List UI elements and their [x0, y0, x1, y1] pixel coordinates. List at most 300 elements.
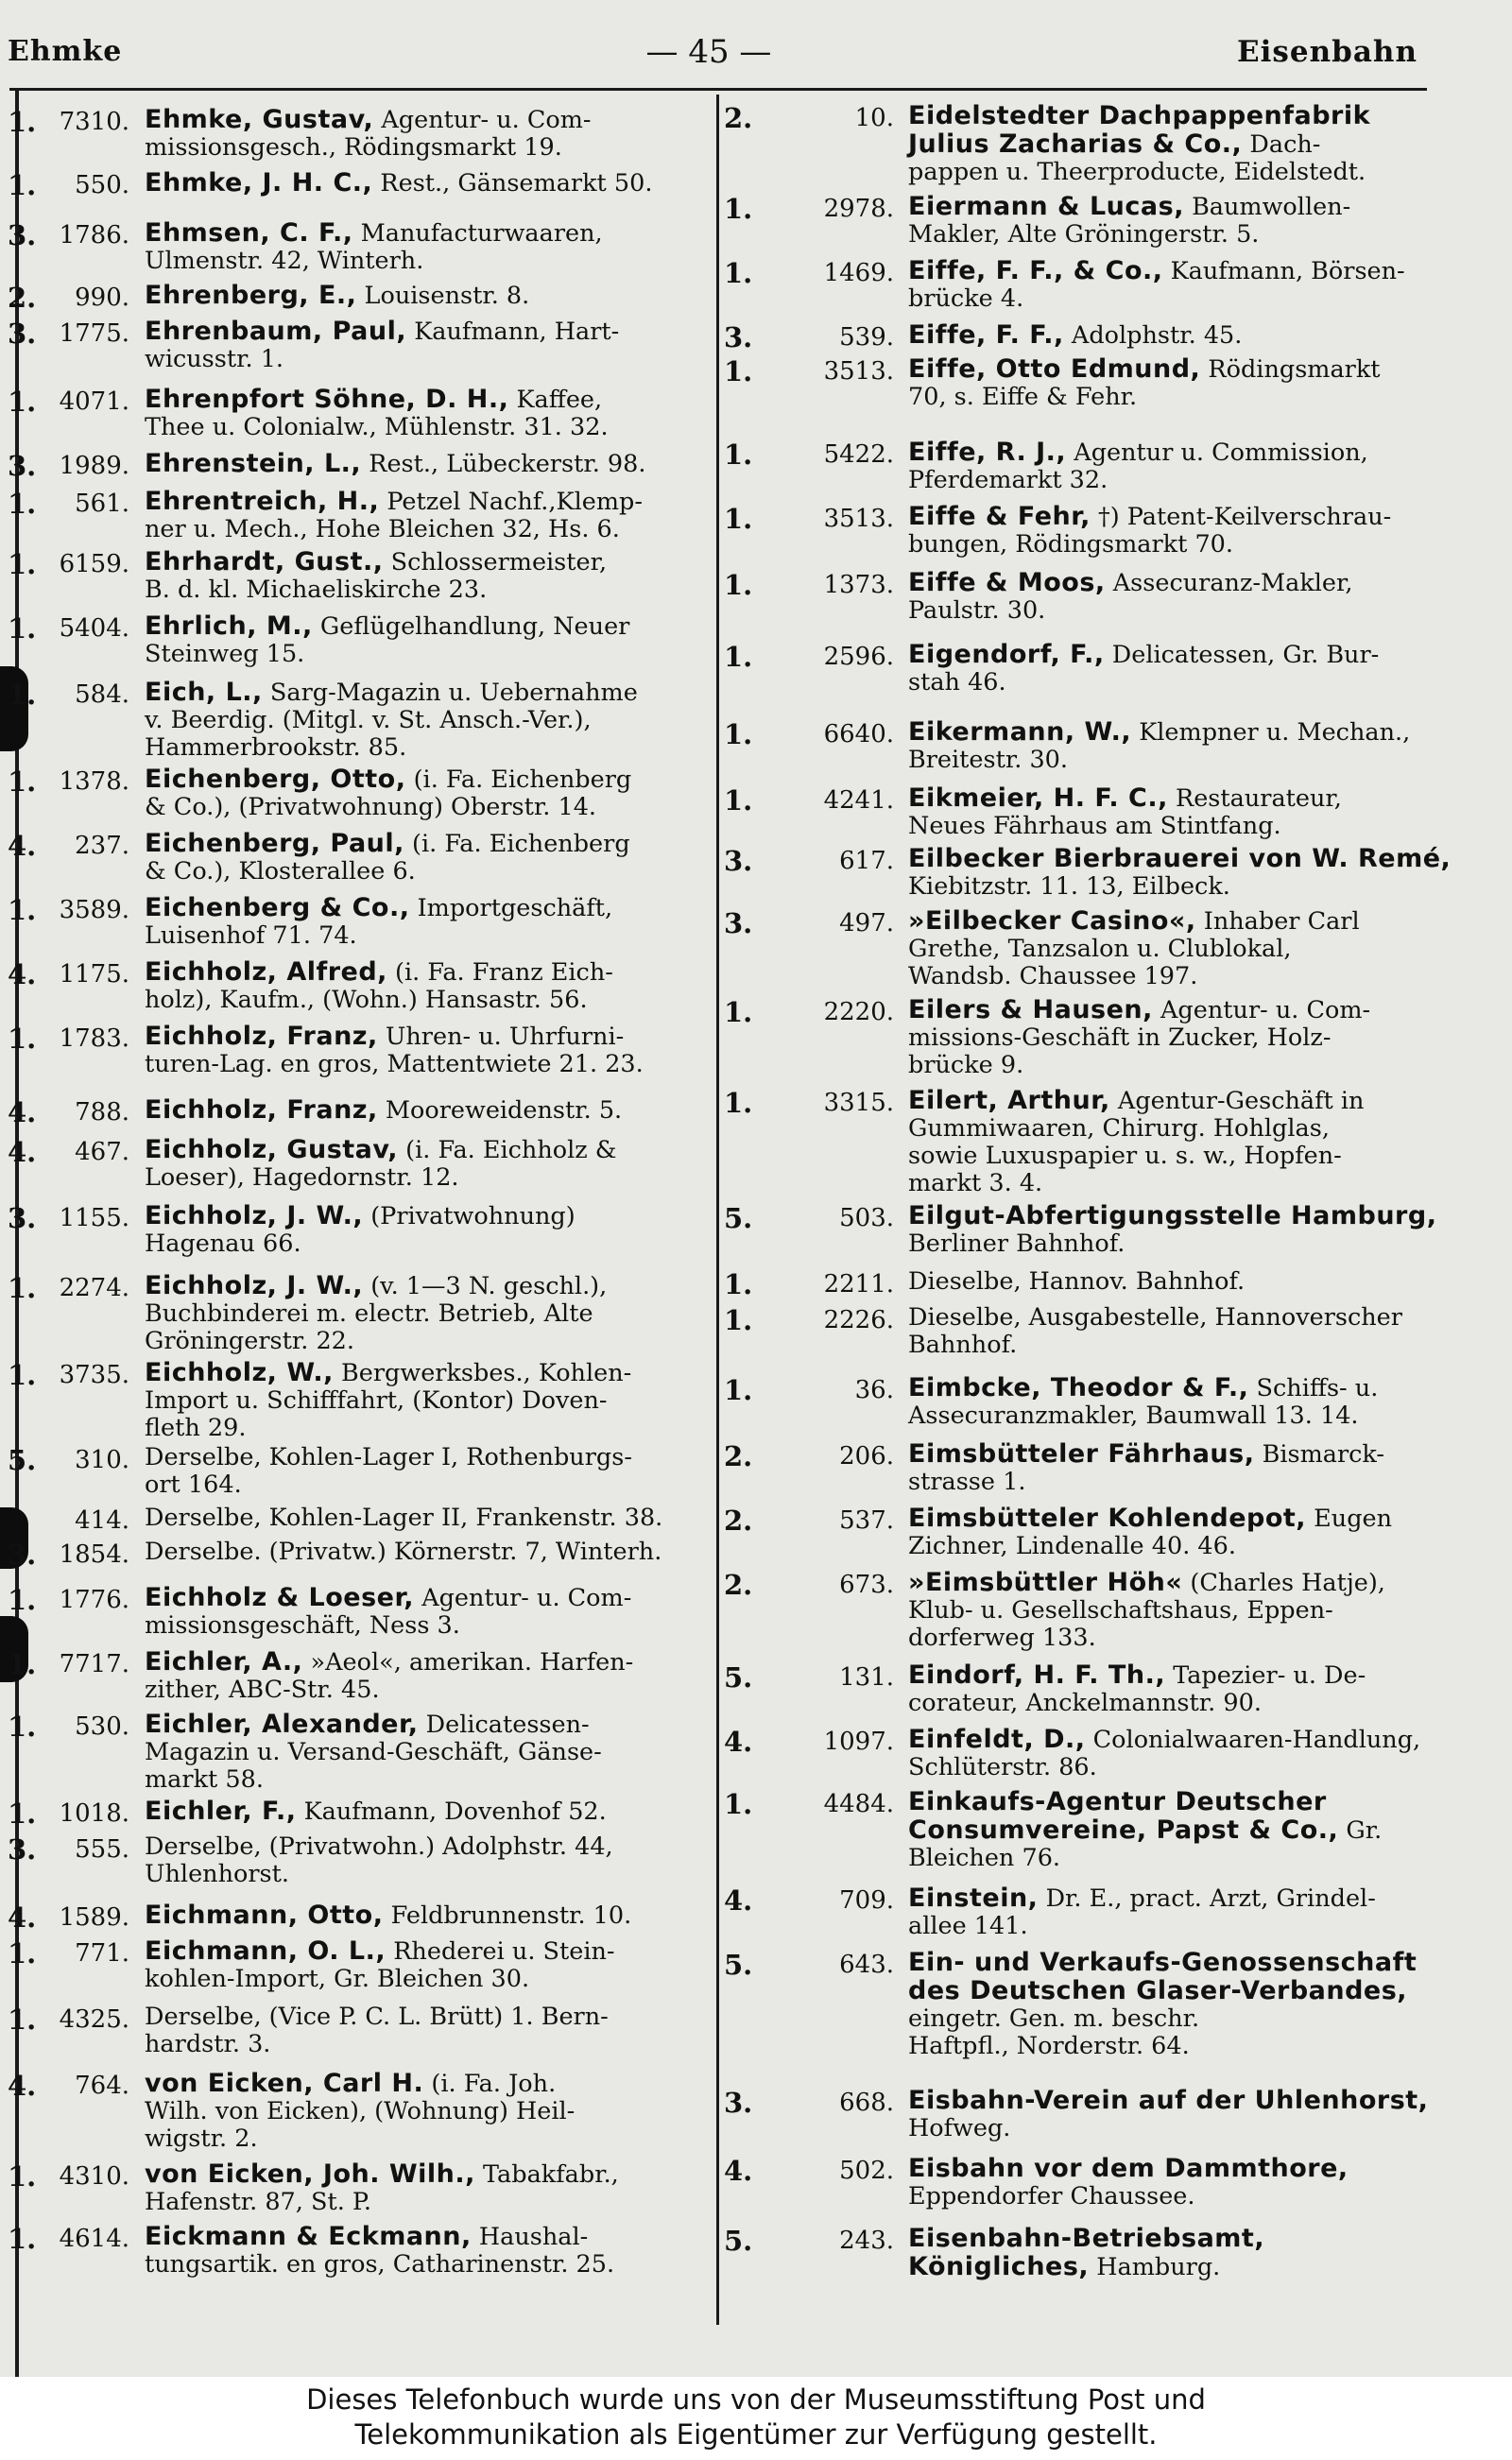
entry-line: Delicatessen, Gr. Bur- [1111, 641, 1380, 669]
phone-number: 1018. [59, 1799, 129, 1828]
entry-line: Haftpfl., Norderstr. 64. [908, 2032, 1190, 2060]
phone-number: 6640. [823, 720, 894, 748]
entry-line: Hafenstr. 87, St. P. [145, 2188, 372, 2216]
subscriber-name: Eichholz, J. W., [145, 1201, 364, 1230]
entry-text [908, 1788, 1452, 1872]
phone-number: 668. [839, 2089, 894, 2117]
entry-line: Kaufmann, Hart- [414, 318, 620, 346]
subscriber-name: Eich, L., [145, 678, 263, 707]
entry-text [908, 1884, 1452, 1940]
subscriber-name: Eilgut-Abfertigungsstelle Hamburg, [908, 1201, 1437, 1230]
phone-number: 584. [75, 680, 129, 709]
phone-number: 2596. [823, 643, 894, 671]
exchange-number: 1. [8, 548, 37, 580]
entry-text [145, 2070, 712, 2153]
subscriber-name: Einkaufs-Agentur Deutscher Consumvereine, Papst & Co., [908, 1787, 1339, 1845]
phone-number: 497. [839, 909, 894, 938]
phone-number: 206. [839, 1442, 894, 1471]
phone-number: 3589. [59, 896, 129, 924]
entry-line: brücke 9. [908, 1051, 1024, 1079]
subscriber-name: Ehrenstein, L., [145, 449, 362, 478]
page-number: — 45 — [645, 33, 772, 71]
entry-line: Schlossermeister, [390, 548, 608, 576]
phone-number: 1775. [59, 319, 129, 348]
subscriber-name: Eisbahn vor dem Dammthore, [908, 2154, 1349, 2183]
exchange-number: 4. [724, 1726, 753, 1758]
entry-line: Berliner Bahnhof. [908, 1230, 1125, 1258]
exchange-number: 3. [724, 907, 753, 939]
phone-number: 555. [75, 1835, 129, 1864]
subscriber-name: Ein- und Verkaufs-Genossenschaft des Deutschen Glaser-Verbandes, [908, 1948, 1418, 2005]
entry-text [908, 784, 1452, 840]
subscriber-name: von Eicken, Joh. Wilh., [145, 2159, 475, 2189]
entry-text [145, 1505, 712, 1532]
entry-line: & Co.), (Privatwohnung) Oberstr. 14. [145, 793, 597, 821]
entry-line: Colonialwaaren-Handlung, [1092, 1726, 1421, 1754]
exchange-number: 1. [8, 1937, 37, 1970]
phone-number: 990. [75, 284, 129, 312]
entry-line: Tapezier- u. De- [1173, 1661, 1366, 1690]
entry-text [145, 958, 712, 1014]
subscriber-name: Eiffe, Otto Edmund, [908, 354, 1201, 384]
entry-line: Haushal- [478, 2223, 589, 2251]
exchange-number: 1. [8, 2160, 37, 2193]
subscriber-name: Eisbahn-Verein auf der Uhlenhorst, [908, 2086, 1429, 2115]
phone-number: 6159. [59, 550, 129, 578]
entry-text [145, 1798, 712, 1826]
phone-number: 4241. [823, 786, 894, 815]
exchange-number: 3. [8, 1833, 37, 1866]
exchange-number: 3. [8, 1539, 37, 1571]
phone-number: 243. [839, 2227, 894, 2255]
entry-line: (i. Fa. Franz Eich- [395, 958, 613, 987]
phone-number: 1155. [59, 1204, 129, 1232]
exchange-number: 4. [8, 1096, 37, 1128]
entry-text [145, 219, 712, 275]
entry-text [908, 2087, 1452, 2142]
entry-line: Dieselbe, Ausgabestelle, Hannoverscher [908, 1303, 1402, 1332]
exchange-number: 1. [724, 641, 753, 673]
phone-number: 7717. [59, 1650, 129, 1678]
entry-line: (v. 1—3 N. geschl.), [370, 1272, 608, 1300]
entry-line: Kaffee, [516, 386, 603, 414]
entry-line: Uhren- u. Uhrfurni- [385, 1023, 625, 1051]
subscriber-name: Eimsbütteler Fährhaus, [908, 1439, 1255, 1469]
entry-line: zither, ABC-Str. 45. [145, 1676, 380, 1704]
entry-line: Dach- [1249, 130, 1321, 159]
exchange-number: 1. [8, 766, 37, 798]
entry-line: Hamburg. [1096, 2253, 1221, 2281]
entry-text [145, 612, 712, 668]
entry-line: sowie Luxuspapier u. s. w., Hopfen- [908, 1142, 1342, 1170]
phone-number: 4484. [823, 1790, 894, 1818]
entry-line: Importgeschäft, [417, 894, 613, 922]
entry-line: Dieselbe, Hannov. Bahnhof. [908, 1267, 1246, 1296]
entry-line: Thee u. Colonialw., Mühlenstr. 31. 32. [145, 413, 609, 441]
footer [0, 2377, 1512, 2460]
subscriber-name: Eigendorf, F., [908, 640, 1105, 669]
footer-line-1: Dieses Telefonbuch wurde uns von der Museumsstiftung Post und [306, 2383, 1206, 2416]
entry-text [145, 282, 712, 310]
exchange-number: 1. [8, 1648, 37, 1680]
exchange-number: 2. [8, 282, 37, 314]
entry-line: Agentur-Geschäft in [1117, 1087, 1365, 1115]
entry-line: missionsgeschäft, Ness 3. [145, 1611, 460, 1640]
entry-line: Derselbe, (Privatwohn.) Adolphstr. 44, [145, 1832, 613, 1861]
subscriber-name: Eisenbahn-Betriebsamt, Königliches, [908, 2224, 1265, 2281]
exchange-number: 1. [8, 894, 37, 926]
entry-line: eingetr. Gen. m. beschr. [908, 2004, 1200, 2033]
exchange-number: 3. [724, 845, 753, 877]
entry-line: Louisenstr. 8. [364, 282, 530, 310]
entry-line: holz), Kaufm., (Wohn.) Hansastr. 56. [145, 986, 588, 1014]
phone-number: 310. [75, 1446, 129, 1474]
entry-line: (Privatwohnung) [370, 1202, 576, 1230]
subscriber-name: Eichholz, Franz, [145, 1022, 378, 1051]
subscriber-name: Ehrhardt, Gust., [145, 547, 384, 576]
entry-line: Derselbe. (Privatw.) Körnerstr. 7, Winterh. [145, 1538, 662, 1566]
entry-line: fleth 29. [145, 1414, 247, 1442]
entry-text [908, 718, 1452, 774]
entry-text [145, 1272, 712, 1355]
subscriber-name: Einfeldt, D., [908, 1725, 1086, 1754]
phone-number: 1989. [59, 452, 129, 480]
entry-line: markt 58. [145, 1765, 264, 1794]
entry-line: Buchbinderei m. electr. Betrieb, Alte [145, 1299, 593, 1328]
entry-text [145, 894, 712, 950]
entry-line: corateur, Anckelmannstr. 90. [908, 1689, 1262, 1717]
phone-number: 7310. [59, 108, 129, 136]
exchange-number: 1. [8, 488, 37, 520]
exchange-number: 3. [8, 318, 37, 350]
entry-text [145, 1023, 712, 1078]
phone-number: 10. [854, 104, 894, 132]
entry-text [145, 1359, 712, 1442]
phone-number: 1175. [59, 960, 129, 989]
phone-number: 2978. [823, 195, 894, 223]
entry-line: Zichner, Lindenalle 40. 46. [908, 1532, 1236, 1560]
entry-text [908, 1726, 1452, 1781]
exchange-number: 1. [8, 1711, 37, 1743]
entry-text [145, 2223, 712, 2279]
entry-line: tungsartik. en gros, Catharinenstr. 25. [145, 2250, 615, 2279]
exchange-number: 2. [724, 1440, 753, 1472]
entry-text [908, 2225, 1452, 2281]
entry-line: Derselbe, Kohlen-Lager II, Frankenstr. 38. [145, 1504, 663, 1532]
subscriber-name: Eiffe, F. F., & Co., [908, 256, 1163, 285]
entry-line: strasse 1. [908, 1468, 1026, 1496]
subscriber-name: Eichler, A., [145, 1647, 303, 1677]
entry-text [908, 907, 1452, 990]
entry-line: Import u. Schifffahrt, (Kontor) Doven- [145, 1386, 608, 1415]
exchange-number: 2. [724, 102, 753, 134]
entry-line: Restaurateur, [1176, 784, 1342, 813]
phone-number: 5404. [59, 614, 129, 643]
running-head-left: Ehmke [8, 35, 123, 68]
exchange-number: 5. [724, 2225, 753, 2257]
subscriber-name: Eichholz, W., [145, 1358, 334, 1387]
entry-line: hardstr. 3. [145, 2030, 271, 2058]
entry-text [908, 641, 1452, 697]
entry-text [145, 106, 712, 162]
entry-line: Derselbe, Kohlen-Lager I, Rothenburgs- [145, 1443, 632, 1471]
phone-number: 537. [839, 1506, 894, 1535]
entry-line: Grethe, Tanzsalon u. Clublokal, [908, 935, 1292, 963]
exchange-number: 1. [8, 169, 37, 201]
entry-line: Schlüterstr. 86. [908, 1753, 1097, 1781]
entry-line: Derselbe, (Vice P. C. L. Brütt) 1. Bern- [145, 2003, 609, 2031]
entry-line: Hofweg. [908, 2114, 1011, 2142]
entry-line: ner u. Mech., Hohe Bleichen 32, Hs. 6. [145, 515, 620, 543]
entry-line: Makler, Alte Gröningerstr. 5. [908, 220, 1260, 249]
exchange-number: 1. [8, 2004, 37, 2036]
entry-line: (i. Fa. Eichenberg [412, 830, 630, 858]
exchange-number: 3. [724, 321, 753, 353]
entry-text [145, 1444, 712, 1499]
phone-number: 4071. [59, 387, 129, 416]
subscriber-name: Eichholz, Franz, [145, 1095, 378, 1125]
entry-text [145, 1937, 712, 1993]
subscriber-name: Eiffe & Moos, [908, 568, 1106, 597]
entry-line: (i. Fa. Joh. [431, 2070, 557, 2098]
entry-line: Rhederei u. Stein- [393, 1937, 615, 1966]
entry-text [908, 2155, 1452, 2211]
phone-number: 1776. [59, 1586, 129, 1614]
entry-text [908, 439, 1452, 494]
entry-line: dorferweg 133. [908, 1624, 1096, 1652]
phone-number: 550. [75, 171, 129, 199]
exchange-number: 5. [724, 1661, 753, 1694]
phone-number: 617. [839, 847, 894, 875]
entry-text [145, 1584, 712, 1640]
entry-line: v. Beerdig. (Mitgl. v. St. Ansch.-Ver.), [145, 706, 592, 734]
entry-text [145, 1901, 712, 1930]
entry-line: Assecuranz-Makler, [1112, 569, 1353, 597]
exchange-number: 3. [8, 219, 37, 251]
exchange-number: 4. [724, 1884, 753, 1917]
subscriber-name: Ehmsen, C. F., [145, 218, 353, 248]
subscriber-name: Eiffe, F. F., [908, 320, 1064, 350]
entry-line: Agentur- u. Com- [381, 106, 592, 134]
entry-line: Rest., Gänsemarkt 50. [380, 169, 653, 198]
phone-number: 4614. [59, 2225, 129, 2253]
subscriber-name: Eikmeier, H. F. C., [908, 783, 1168, 813]
subscriber-name: Ehrentreich, H., [145, 487, 380, 516]
exchange-number: 4. [724, 2155, 753, 2187]
phone-number: 771. [75, 1939, 129, 1968]
entry-line: Manufacturwaaren, [360, 219, 603, 248]
exchange-number: 1. [724, 355, 753, 387]
subscriber-name: »Eimsbüttler Höh« [908, 1568, 1183, 1597]
exchange-number: 1. [8, 1584, 37, 1616]
entry-line: Agentur- u. Com- [1160, 996, 1371, 1024]
exchange-number: 2. [724, 1505, 753, 1537]
entry-text [908, 193, 1452, 249]
entry-line: Bismarck- [1262, 1440, 1385, 1469]
entry-text [145, 2004, 712, 2058]
entry-line: bungen, Rödingsmarkt 70. [908, 530, 1234, 559]
entry-line: Agentur- u. Com- [421, 1584, 632, 1612]
entry-line: markt 3. 4. [908, 1169, 1043, 1197]
entry-text [145, 548, 712, 604]
exchange-number: 1. [8, 1359, 37, 1391]
exchange-number: 1. [724, 569, 753, 601]
entry-line: Rödingsmarkt [1208, 355, 1381, 384]
entry-text [908, 996, 1452, 1079]
phone-number: 530. [75, 1712, 129, 1741]
entry-text [908, 1202, 1452, 1258]
exchange-number: 1. [724, 257, 753, 289]
exchange-number: 1. [8, 386, 37, 418]
entry-line: Gr. Bleichen 76. [908, 1816, 1383, 1872]
entry-line: B. d. kl. Michaeliskirche 23. [145, 576, 488, 604]
entry-line: kohlen-Import, Gr. Bleichen 30. [145, 1965, 530, 1993]
subscriber-name: Ehrenpfort Söhne, D. H., [145, 385, 509, 414]
subscriber-name: Eidelstedter Dachpappenfabrik Julius Zacharias & Co., [908, 101, 1371, 159]
entry-line: (i. Fa. Eichholz & [405, 1136, 617, 1164]
entry-text [908, 257, 1452, 313]
entry-line: Tabakfabr., [483, 2160, 619, 2189]
entry-line: Inhaber Carl [1203, 907, 1360, 936]
exchange-number: 1. [724, 1304, 753, 1336]
entry-text [145, 386, 712, 441]
entry-line: Sarg-Magazin u. Uebernahme [269, 679, 638, 707]
subscriber-name: Eimsbütteler Kohlendepot, [908, 1504, 1307, 1533]
entry-text [145, 450, 712, 478]
entry-text [145, 1136, 712, 1192]
phone-number: 1854. [59, 1540, 129, 1569]
entry-line: Pferdemarkt 32. [908, 466, 1108, 494]
subscriber-name: Eiermann & Lucas, [908, 192, 1184, 221]
entry-line: Kaufmann, Dovenhof 52. [303, 1798, 607, 1826]
entry-line: wigstr. 2. [145, 2125, 258, 2153]
entry-line: ort 164. [145, 1471, 242, 1499]
exchange-number: 1. [724, 718, 753, 750]
entry-line: Rest., Lübeckerstr. 98. [369, 450, 646, 478]
entry-line: Baumwollen- [1192, 193, 1351, 221]
subscriber-name: Eilers & Hausen, [908, 995, 1153, 1024]
entry-line: Breitestr. 30. [908, 746, 1068, 774]
entry-text [145, 2160, 712, 2216]
phone-number: 4325. [59, 2005, 129, 2034]
exchange-number: 1. [724, 996, 753, 1028]
entry-line: Gummiwaaren, Chirurg. Hohlglas, [908, 1114, 1330, 1143]
phone-number: 2211. [823, 1270, 894, 1299]
subscriber-name: Eickmann & Eckmann, [145, 2222, 472, 2251]
phone-number: 764. [75, 2072, 129, 2100]
subscriber-name: Ehrenberg, E., [145, 281, 357, 310]
subscriber-name: Eichmann, O. L., [145, 1936, 387, 1966]
entry-line: Petzel Nachf.,Klemp- [387, 488, 643, 516]
entry-text [908, 569, 1452, 625]
entry-line: Eugen [1314, 1505, 1393, 1533]
exchange-number: 1. [724, 1788, 753, 1820]
exchange-number: 1. [724, 1087, 753, 1119]
entry-line: Neues Fährhaus am Stintfang. [908, 812, 1281, 840]
exchange-number: 3. [8, 1202, 37, 1234]
entry-text [908, 503, 1452, 559]
entry-line: Loeser), Hagedornstr. 12. [145, 1163, 459, 1192]
entry-text [908, 1505, 1452, 1560]
exchange-number: 4. [8, 1901, 37, 1934]
exchange-number: 5. [724, 1202, 753, 1234]
phone-number: 2274. [59, 1274, 129, 1302]
entry-text [145, 318, 712, 373]
phone-number: 1469. [823, 259, 894, 287]
entry-text [908, 1949, 1452, 2060]
entry-line: stah 46. [908, 668, 1006, 697]
subscriber-name: Eimbcke, Theodor & F., [908, 1373, 1249, 1402]
subscriber-name: Eichmann, Otto, [145, 1901, 384, 1930]
entry-text [908, 845, 1452, 901]
entry-text [145, 1202, 712, 1258]
phone-number: 3513. [823, 357, 894, 386]
entry-text [908, 1374, 1452, 1430]
phone-number: 4310. [59, 2162, 129, 2191]
running-head-right: Eisenbahn [1237, 35, 1418, 69]
entry-line: Bergwerksbes., Kohlen- [341, 1359, 632, 1387]
subscriber-name: Eiffe, R. J., [908, 438, 1067, 467]
exchange-number: 1. [724, 503, 753, 535]
entry-text [908, 355, 1452, 411]
entry-line: †) Patent-Keilverschrau- [1097, 503, 1392, 531]
subscriber-name: Eikermann, W., [908, 717, 1132, 747]
entry-line: Feldbrunnenstr. 10. [390, 1901, 632, 1930]
entry-line: Paulstr. 30. [908, 596, 1046, 625]
subscriber-name: Eindorf, H. F. Th., [908, 1660, 1166, 1690]
exchange-number: 4. [8, 2070, 37, 2102]
entry-line: Kiebitzstr. 11. 13, Eilbeck. [908, 872, 1230, 901]
entry-line: allee 141. [908, 1912, 1028, 1940]
phone-number: 1373. [823, 571, 894, 599]
phone-number: 709. [839, 1886, 894, 1915]
phone-number: 2220. [823, 998, 894, 1026]
exchange-number: 1. [8, 612, 37, 645]
entry-text [908, 1569, 1452, 1652]
header-rule [9, 88, 1427, 91]
phone-number: 1783. [59, 1024, 129, 1053]
subscriber-name: Eichenberg, Otto, [145, 765, 406, 794]
entry-line: & Co.), Klosterallee 6. [145, 857, 416, 886]
phone-number: 5422. [823, 440, 894, 469]
entry-text [145, 679, 712, 762]
exchange-number: 2. [724, 1569, 753, 1601]
subscriber-name: Eichenberg, Paul, [145, 829, 404, 858]
entry-text [908, 1087, 1452, 1197]
entry-line: Delicatessen- [425, 1711, 590, 1739]
entry-text [145, 169, 712, 198]
entry-line: Schiffs- u. [1256, 1374, 1379, 1402]
entry-line: Dr. E., pract. Arzt, Grindel- [1045, 1884, 1376, 1913]
entry-line: brücke 4. [908, 284, 1024, 313]
entry-line: Uhlenhorst. [145, 1860, 289, 1888]
entry-line: Hammerbrookstr. 85. [145, 733, 407, 762]
subscriber-name: Eichholz & Loeser, [145, 1583, 415, 1612]
exchange-number: 4. [8, 1136, 37, 1168]
entry-text [145, 766, 712, 821]
subscriber-name: Eiffe & Fehr, [908, 502, 1091, 531]
entry-line: Mooreweidenstr. 5. [385, 1096, 623, 1125]
subscriber-name: Einstein, [908, 1884, 1039, 1913]
phone-number: 539. [839, 323, 894, 352]
phone-number: 502. [839, 2157, 894, 2185]
phone-number: 788. [75, 1098, 129, 1127]
phone-number: 1786. [59, 221, 129, 249]
entry-line: Assecuranzmakler, Baumwall 13. 14. [908, 1402, 1359, 1430]
exchange-number: 1. [724, 1374, 753, 1406]
exchange-number: 1. [8, 1272, 37, 1304]
entry-line: Geflügelhandlung, Neuer [319, 612, 630, 641]
